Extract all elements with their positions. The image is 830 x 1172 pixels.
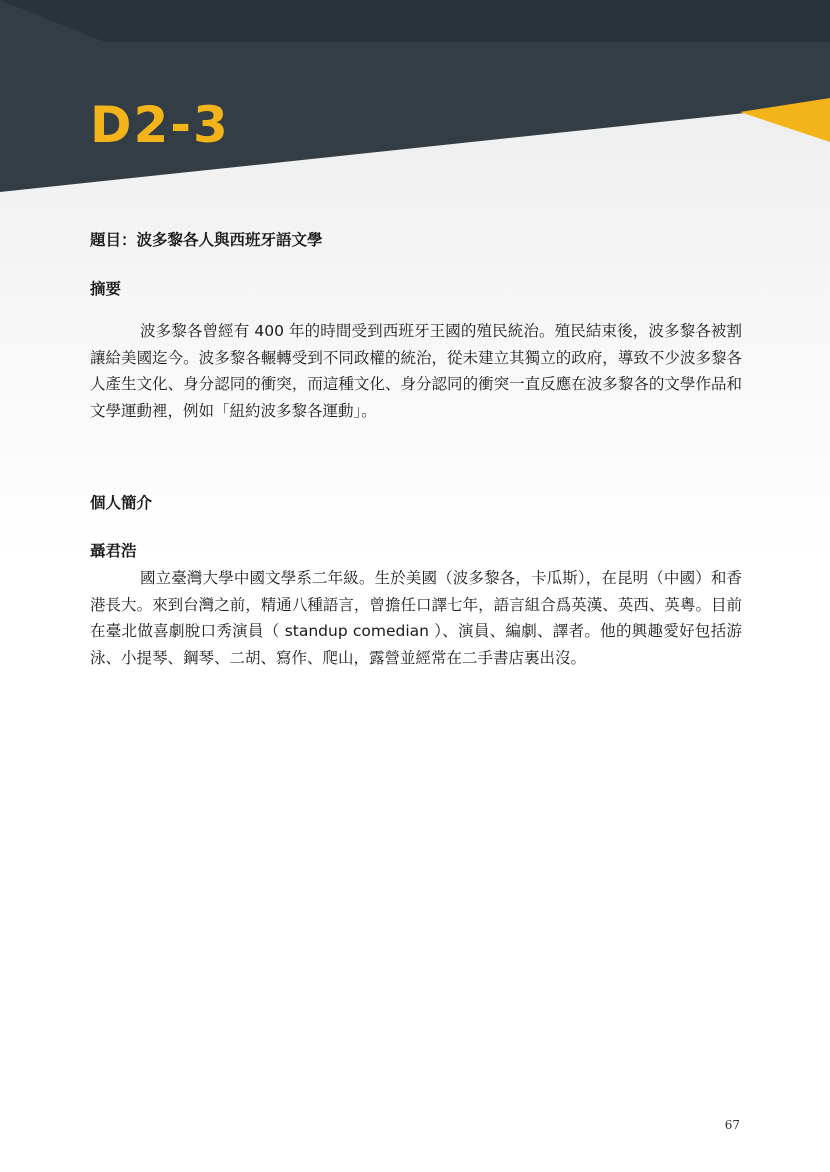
header-darker-band	[0, 0, 830, 42]
page-header-banner	[0, 0, 830, 200]
abstract-heading: 摘要	[90, 280, 122, 298]
bio-text: 國立臺灣大學中國文學系二年級。生於美國（波多黎各，卡瓜斯），在昆明（中國）和香港長大。來到台灣之前，精通八種語言，曾擔任口譯七年，語言組合爲英漢、英西、英粵。目前在臺北做喜劇脫口秀演員（ standup comedian ）、演員、編劇、譯者。他的興趣愛好包括游泳、小提琴、鋼琴、二胡、寫作、爬山，露營並經常在二手書店裏出沒。	[90, 569, 742, 667]
abstract-text: 波多黎各曾經有 400 年的時間受到西班牙王國的殖民統治。殖民結束後，波多黎各被割讓給美國迄今。波多黎各輾轉受到不同政權的統治，從未建立其獨立的政府，導致不少波多黎各人產生文化、身分認同的衝突，而這種文化、身分認同的衝突一直反應在波多黎各的文學作品和文學運動裡，例如「紐約波多黎各運動」。	[90, 322, 742, 420]
page-content	[90, 228, 742, 671]
page-number: 67	[724, 1118, 740, 1132]
paper-title: 題目：波多黎各人與西班牙語文學	[90, 231, 323, 249]
author-name: 聶君浩	[90, 542, 137, 560]
session-code: D2-3	[90, 96, 230, 154]
bio-heading: 個人簡介	[90, 494, 153, 512]
